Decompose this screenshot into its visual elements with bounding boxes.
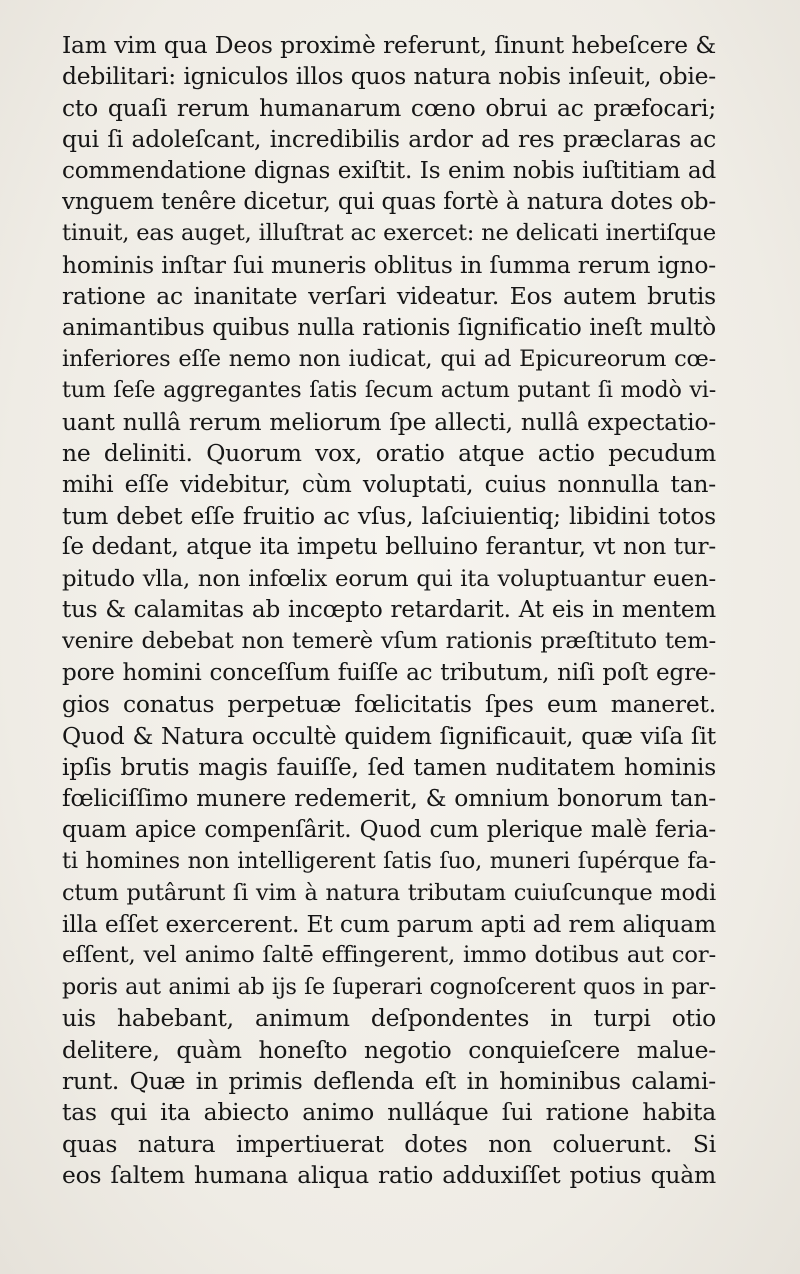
text-line: illa eſſet exercerent. Et cum parum apti ad rem aliquam <box>62 909 716 938</box>
text-line: poris aut animi ab ijs ſe ſuperari cognoſcerent quos in par- <box>62 973 716 1000</box>
text-line: runt. Quæ in primis deflenda eſt in hominibus calami- <box>62 1066 716 1095</box>
text-line: tus & calamitas ab incœpto retardarit. At eis in mentem <box>62 597 716 624</box>
text-line: ne deliniti. Quorum vox, oratio atque actio pecudum <box>62 439 716 468</box>
text-line: uis habebant, animum deſpondentes in turpi otio <box>62 1004 716 1033</box>
text-line: ſe dedant, atque ita impetu belluino ferantur, vt non tur- <box>62 534 716 561</box>
text-line: fœliciſſimo munere redemerit, & omnium bonorum tan- <box>62 784 716 813</box>
text-line: ti homines non intelligerent ſatis ſuo, muneri ſupérque fa- <box>62 848 716 875</box>
text-line: eſſent, vel animo ſaltē effingerent, immo dotibus aut cor- <box>62 942 716 969</box>
text-line: uant nullâ rerum meliorum ſpe allecti, nullâ expectatio- <box>62 407 716 436</box>
text-line: hominis inſtar ſui muneris oblitus in ſumma rerum igno- <box>62 250 716 279</box>
text-line: Quod & Natura occultè quidem ſignificauit, quæ viſa ſit <box>62 721 716 750</box>
text-line: pitudo vlla, non infœlix eorum qui ita voluptuantur euen- <box>62 565 716 592</box>
text-line: tum ſeſe aggregantes ſatis ſecum actum putant ſi modò vi- <box>62 377 716 404</box>
body-text <box>62 30 716 1191</box>
text-line: venire debebat non temerè vſum rationis præſtituto tem- <box>62 628 716 655</box>
text-line: tinuit, eas auget, illuſtrat ac exercet: ne delicati inertiſque <box>62 220 716 247</box>
text-line: tum debet eſſe fruitio ac vſus, laſciuientiq; libidini totos <box>62 501 716 530</box>
text-line: tas qui ita abiecto animo nulláque ſui ratione habita <box>62 1098 716 1127</box>
text-line: ipſis brutis magis fauiſſe, ſed tamen nuditatem hominis <box>62 752 716 781</box>
text-line: cto quaſi rerum humanarum cœno obrui ac præfocari; <box>62 93 716 122</box>
text-line: gios conatus perpetuæ fœlicitatis ſpes eum maneret. <box>62 690 716 719</box>
text-line: debilitari: igniculos illos quos natura nobis inſeuit, obie- <box>62 62 716 91</box>
text-line: quas natura impertiuerat dotes non coluerunt. Si <box>62 1129 716 1158</box>
text-line: delitere, quàm honeſto negotio conquieſcere malue- <box>62 1035 716 1064</box>
text-line: eos ſaltem humana aliqua ratio adduxiſſet potius quàm <box>62 1161 716 1190</box>
text-line: mihi eſſe videbitur, cùm voluptati, cuius nonnulla tan- <box>62 470 716 499</box>
text-line: qui ſi adoleſcant, incredibilis ardor ad res præclaras ac <box>62 125 716 154</box>
text-line: ratione ac inanitate verſari videatur. Eos autem brutis <box>62 282 716 311</box>
text-line: commendatione dignas exiſtit. Is enim nobis iuſtitiam ad <box>62 157 716 184</box>
text-line: ctum putârunt ſi vim à natura tributam cuiuſcunque modi <box>62 879 716 906</box>
text-line: quam apice compenſârit. Quod cum plerique malè feria- <box>62 816 716 843</box>
text-line: Iam vim qua Deos proximè referunt, ſinunt hebeſcere & <box>62 31 716 59</box>
text-line: inferiores eſſe nemo non iudicat, qui ad Epicureorum cœ- <box>62 345 716 372</box>
text-line: pore homini conceſſum fuiſſe ac tributum, niſi poſt egre- <box>62 659 716 686</box>
text-line: animantibus quibus nulla rationis ſignificatio ineſt multò <box>62 314 716 341</box>
text-line: vnguem tenêre dicetur, qui quas fortè à natura dotes ob- <box>62 188 716 215</box>
